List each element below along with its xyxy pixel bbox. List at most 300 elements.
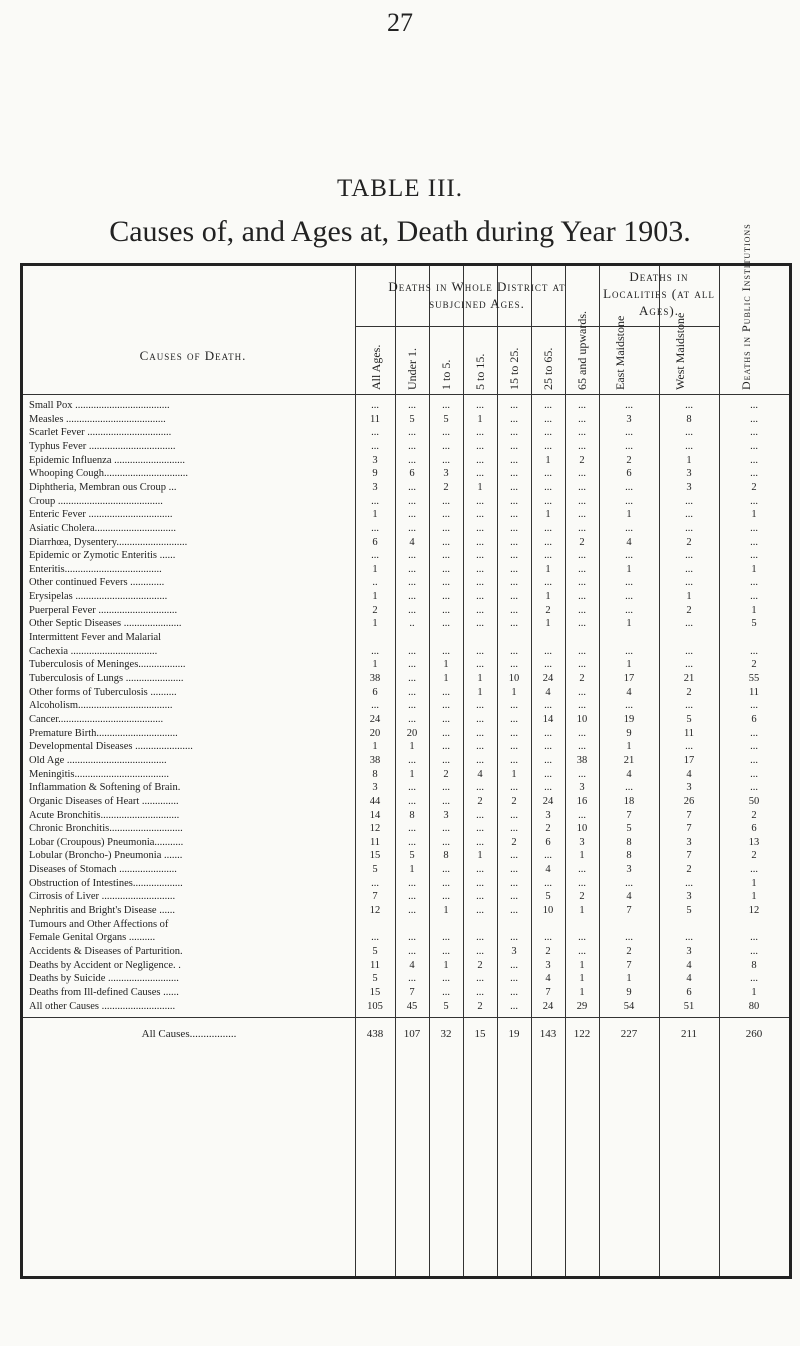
cell-value: ... xyxy=(750,495,758,507)
cell-value: 7 xyxy=(626,959,632,971)
cause-label: Deaths from Ill-defined Causes ...... xyxy=(29,986,179,998)
cell-value: ... xyxy=(544,782,552,794)
cell-value: ... xyxy=(578,809,586,821)
cell-value: 1 xyxy=(409,741,415,753)
cell-value: ... xyxy=(510,522,518,534)
table-row xyxy=(23,577,789,588)
cell-value: 13 xyxy=(748,836,760,848)
cell-value: 3 xyxy=(372,481,378,493)
cell-value: 1 xyxy=(409,768,415,780)
cell-value: ... xyxy=(750,754,758,766)
cell-value: ... xyxy=(625,782,633,794)
cell-value: ... xyxy=(476,946,484,957)
cause-label: All other Causes ............................ xyxy=(29,1000,176,1012)
cause-label: Developmental Diseases ...................... xyxy=(29,741,193,753)
cell-value: 2 xyxy=(545,946,551,957)
cell-value: ... xyxy=(476,618,484,630)
cause-label: Croup ........................................ xyxy=(29,495,163,507)
cell-value: ... xyxy=(578,604,586,616)
cell-value: ... xyxy=(476,741,484,753)
cell-value: ... xyxy=(625,427,633,439)
cell-value: ... xyxy=(510,536,518,548)
cell-value: ... xyxy=(510,413,518,425)
cell-value: ... xyxy=(476,754,484,766)
total-value: 15 xyxy=(474,1028,486,1040)
cell-value: ... xyxy=(510,864,518,876)
cell-value: 2 xyxy=(751,659,757,671)
cell-value: ... xyxy=(476,891,484,903)
cell-value: ... xyxy=(408,686,416,698)
cell-value: 1 xyxy=(372,618,378,630)
cell-value: ... xyxy=(625,400,633,411)
cell-value: 3 xyxy=(686,836,692,848)
cell-value: 1 xyxy=(477,850,483,862)
cell-value: 10 xyxy=(508,673,520,684)
cause-label: Tuberculosis of Lungs ...................... xyxy=(29,673,184,684)
cell-value: ... xyxy=(510,850,518,862)
cell-value: ... xyxy=(578,645,586,657)
total-value: 32 xyxy=(440,1028,452,1040)
cell-value: ... xyxy=(476,468,484,480)
cause-label: Diphtheria, Membran ous Croup ... xyxy=(29,481,177,493)
cell-value: ... xyxy=(544,754,552,766)
cell-value: 1 xyxy=(477,413,483,425)
cell-value: ... xyxy=(476,727,484,739)
cell-value: ... xyxy=(510,618,518,630)
cause-label: Inflammation & Softening of Brain. xyxy=(29,782,181,794)
cell-value: ... xyxy=(685,659,693,671)
cell-value: 10 xyxy=(576,713,588,725)
cell-value: 1 xyxy=(372,659,378,671)
cell-value: 1 xyxy=(409,864,415,876)
cell-value: ... xyxy=(510,809,518,821)
cell-value: 3 xyxy=(626,864,632,876)
cell-value: 6 xyxy=(372,536,378,548)
cell-value: 24 xyxy=(369,713,381,725)
cause-label: Acute Bronchitis.............................. xyxy=(29,809,180,821)
causes-header: Causes of Death. xyxy=(139,348,247,363)
cell-value: ... xyxy=(442,782,450,794)
cause-label: Chronic Bronchitis............................ xyxy=(29,823,183,835)
cell-value: 5 xyxy=(443,413,449,425)
table-row xyxy=(23,932,789,943)
cell-value: ... xyxy=(750,536,758,548)
cell-value: ... xyxy=(510,905,518,917)
cause-label: Premature Birth............................... xyxy=(29,727,178,739)
cause-label: Typhus Fever ................................. xyxy=(29,440,176,452)
cell-value: ... xyxy=(442,591,450,603)
cause-label: Diarrhœa, Dysentery........................... xyxy=(29,536,188,548)
table-row xyxy=(23,632,789,643)
cell-value: ... xyxy=(442,427,450,439)
cell-value: ... xyxy=(544,645,552,657)
cell-value: 1 xyxy=(626,741,632,753)
cell-value: 4 xyxy=(686,959,692,971)
cell-value: ... xyxy=(625,577,633,589)
cell-value: ... xyxy=(750,522,758,534)
cell-value: 1 xyxy=(751,563,757,575)
cell-value: 2 xyxy=(751,809,757,821)
cell-value: 2 xyxy=(686,686,692,698)
cell-value: 14 xyxy=(369,809,381,821)
cell-value: ... xyxy=(476,440,484,452)
cell-value: ... xyxy=(442,700,450,712)
cell-value: ... xyxy=(578,877,586,889)
cell-value: 6 xyxy=(686,986,692,998)
cell-value: 80 xyxy=(748,1000,760,1012)
cell-value: ... xyxy=(544,413,552,425)
cell-value: ... xyxy=(544,495,552,507)
cell-value: 8 xyxy=(372,768,378,780)
cell-value: ... xyxy=(510,727,518,739)
cell-value: 10 xyxy=(542,905,554,917)
cell-value: ... xyxy=(578,413,586,425)
cell-value: 14 xyxy=(542,713,554,725)
total-value: 227 xyxy=(620,1028,638,1040)
cell-value: ... xyxy=(408,795,416,807)
cell-value: 7 xyxy=(409,986,415,998)
cell-value: 1 xyxy=(545,591,551,603)
cell-value: 1 xyxy=(372,591,378,603)
cell-value: 10 xyxy=(576,823,588,835)
table-row xyxy=(23,891,789,902)
cause-label: Scarlet Fever ................................ xyxy=(29,427,172,439)
cell-value: ... xyxy=(408,891,416,903)
cell-value: ... xyxy=(476,536,484,548)
table-row xyxy=(23,728,789,739)
cell-value: ... xyxy=(408,440,416,452)
table-row xyxy=(23,796,789,807)
cell-value: ... xyxy=(442,836,450,848)
cell-value: ... xyxy=(408,495,416,507)
cell-value: ... xyxy=(510,700,518,712)
cell-value: 7 xyxy=(686,823,692,835)
cell-value: ... xyxy=(578,427,586,439)
cause-label: Erysipelas ................................... xyxy=(29,591,168,603)
cell-value: ... xyxy=(408,454,416,466)
cell-value: ... xyxy=(442,454,450,466)
cell-value: ... xyxy=(408,700,416,712)
cell-value: 1 xyxy=(626,973,632,985)
cell-value: ... xyxy=(544,536,552,548)
cell-value: ... xyxy=(408,522,416,534)
cell-value: ... xyxy=(578,932,586,944)
cell-value: ... xyxy=(544,727,552,739)
cause-label: Measles ...................................... xyxy=(29,413,166,425)
cause-label: Female Genital Organs .......... xyxy=(29,932,156,944)
cell-value: ... xyxy=(510,427,518,439)
cell-value: ... xyxy=(476,509,484,521)
cell-value: 1 xyxy=(751,509,757,521)
cell-value: 1 xyxy=(579,905,585,917)
cell-value: 11 xyxy=(369,836,381,848)
cell-value: ... xyxy=(510,591,518,603)
cell-value: ... xyxy=(476,809,484,821)
cell-value: ... xyxy=(408,713,416,725)
cell-value: 4 xyxy=(409,536,415,548)
page-number: 27 xyxy=(387,8,413,37)
col-65-upwards: 65 and upwards. xyxy=(575,311,589,390)
cell-value: 4 xyxy=(545,864,551,876)
cell-value: ... xyxy=(750,427,758,439)
cell-value: ... xyxy=(685,645,693,657)
cell-value: ... xyxy=(625,877,633,889)
cell-value: ... xyxy=(510,481,518,493)
cell-value: 2 xyxy=(686,536,692,548)
cell-value: 1 xyxy=(545,618,551,630)
cell-value: ... xyxy=(476,782,484,794)
cell-value: ... xyxy=(750,591,758,603)
cell-value: ... xyxy=(750,700,758,712)
totals-divider xyxy=(23,1017,789,1018)
cell-value: ... xyxy=(371,645,379,657)
cell-value: ... xyxy=(476,563,484,575)
cell-value: 1 xyxy=(545,563,551,575)
cell-value: ... xyxy=(510,932,518,944)
cell-value: ... xyxy=(578,481,586,493)
cell-value: ... xyxy=(510,563,518,575)
cell-value: 19 xyxy=(623,713,635,725)
cell-value: 18 xyxy=(623,795,635,807)
cell-value: 24 xyxy=(542,1000,554,1012)
cell-value: 7 xyxy=(372,891,378,903)
table-row xyxy=(23,482,789,493)
table-row xyxy=(23,973,789,984)
cause-label: Deaths by Suicide ........................... xyxy=(29,973,179,985)
table-row xyxy=(23,455,789,466)
cell-value: ... xyxy=(750,577,758,589)
cell-value: ... xyxy=(578,768,586,780)
cell-value: 3 xyxy=(686,468,692,480)
cell-value: 20 xyxy=(406,727,418,739)
table-row xyxy=(23,850,789,861)
cell-value: ... xyxy=(685,427,693,439)
cell-value: ... xyxy=(371,700,379,712)
cell-value: 1 xyxy=(626,659,632,671)
cell-value: ... xyxy=(371,522,379,534)
cell-value: 16 xyxy=(576,795,588,807)
cell-value: ... xyxy=(408,659,416,671)
cell-value: 2 xyxy=(372,604,378,616)
cell-value: ... xyxy=(578,563,586,575)
cell-value: ... xyxy=(476,700,484,712)
table-row xyxy=(23,414,789,425)
cell-value: ... xyxy=(578,509,586,521)
table-row xyxy=(23,769,789,780)
cause-label: Meningitis.................................... xyxy=(29,768,170,780)
cell-value: ... xyxy=(625,495,633,507)
cell-value: ... xyxy=(750,645,758,657)
whole-district-header: Deaths in Whole District at subjcined Ages. xyxy=(388,279,566,311)
cell-value: ... xyxy=(510,550,518,562)
cell-value: 3 xyxy=(686,946,692,957)
cell-value: ... xyxy=(442,891,450,903)
cell-value: 6 xyxy=(751,713,757,725)
cell-value: ... xyxy=(685,440,693,452)
total-value: 107 xyxy=(403,1028,421,1040)
cause-label: Cancer........................................ xyxy=(29,713,164,725)
cell-value: ... xyxy=(371,495,379,507)
table-row xyxy=(23,905,789,916)
cause-label: Epidemic or Zymotic Enteritis ...... xyxy=(29,550,176,562)
cell-value: 1 xyxy=(626,618,632,630)
cell-value: 1 xyxy=(545,454,551,466)
cell-value: 3 xyxy=(579,782,585,794)
cell-value: ... xyxy=(371,427,379,439)
cell-value: 5 xyxy=(372,973,378,985)
cell-value: ... xyxy=(442,946,450,957)
table-row xyxy=(23,946,789,957)
cell-value: ... xyxy=(578,440,586,452)
cell-value: ... xyxy=(408,591,416,603)
cell-value: ... xyxy=(578,495,586,507)
cell-value: ... xyxy=(625,591,633,603)
cause-label: Diseases of Stomach ...................... xyxy=(29,864,177,876)
cell-value: ... xyxy=(442,727,450,739)
cell-value: 8 xyxy=(686,413,692,425)
cell-value: ... xyxy=(476,495,484,507)
cause-label: Intermittent Fever and Malarial xyxy=(29,632,162,644)
cell-value: 1 xyxy=(511,686,517,698)
cell-value: 12 xyxy=(369,823,381,835)
cell-value: ... xyxy=(408,932,416,944)
cell-value: 1 xyxy=(751,604,757,616)
cell-value: ... xyxy=(476,823,484,835)
cell-value: ... xyxy=(578,618,586,630)
cell-value: 4 xyxy=(477,768,483,780)
cell-value: ... xyxy=(476,973,484,985)
cell-value: ... xyxy=(625,700,633,712)
cell-value: ... xyxy=(442,577,450,589)
cell-value: 1 xyxy=(443,673,449,684)
cell-value: ... xyxy=(408,563,416,575)
cell-value: 15 xyxy=(369,850,381,862)
header-divider xyxy=(355,326,719,327)
cell-value: 11 xyxy=(369,413,381,425)
cell-value: 11 xyxy=(748,686,760,698)
cell-value: 8 xyxy=(626,836,632,848)
total-value: 19 xyxy=(508,1028,520,1040)
cell-value: ... xyxy=(750,864,758,876)
cause-label: Deaths by Accident or Negligence. . xyxy=(29,959,181,971)
cell-value: 11 xyxy=(369,959,381,971)
cell-value: ... xyxy=(510,468,518,480)
header-divider xyxy=(23,394,789,395)
cell-value: ... xyxy=(544,522,552,534)
cell-value: ... xyxy=(544,577,552,589)
table-title: TABLE III. xyxy=(336,175,463,202)
table-row xyxy=(23,987,789,998)
cell-value: ... xyxy=(476,591,484,603)
cell-value: 3 xyxy=(511,946,517,957)
cell-value: ... xyxy=(685,550,693,562)
cell-value: 38 xyxy=(369,673,381,684)
col-1-to-5: 1 to 5. xyxy=(439,359,453,390)
cell-value: ... xyxy=(544,400,552,411)
cell-value: 4 xyxy=(545,973,551,985)
cell-value: 45 xyxy=(406,1000,418,1012)
cell-value: ... xyxy=(510,645,518,657)
cell-value: ... xyxy=(476,905,484,917)
cell-value: 5 xyxy=(686,713,692,725)
cell-value: 3 xyxy=(626,413,632,425)
cell-value: 12 xyxy=(369,905,381,917)
cell-value: ... xyxy=(750,973,758,985)
cell-value: .. xyxy=(372,577,378,589)
cell-value: ... xyxy=(408,946,416,957)
table-row xyxy=(23,427,789,438)
cell-value: 4 xyxy=(626,536,632,548)
cell-value: 6 xyxy=(626,468,632,480)
table-row xyxy=(23,755,789,766)
cell-value: ... xyxy=(578,686,586,698)
cell-value: ... xyxy=(442,536,450,548)
cell-value: 7 xyxy=(545,986,551,998)
cell-value: ... xyxy=(476,932,484,944)
cell-value: ... xyxy=(685,700,693,712)
cell-value: ... xyxy=(578,864,586,876)
cause-label: Old Age ...................................... xyxy=(29,754,167,766)
cell-value: ... xyxy=(442,877,450,889)
cell-value: 21 xyxy=(683,673,695,684)
cell-value: ... xyxy=(544,440,552,452)
table-row xyxy=(23,837,789,848)
cell-value: 5 xyxy=(545,891,551,903)
cell-value: 2 xyxy=(579,536,585,548)
cell-value: 29 xyxy=(576,1000,588,1012)
cell-value: ... xyxy=(685,495,693,507)
cell-value: ... xyxy=(408,427,416,439)
cell-value: 4 xyxy=(686,768,692,780)
cell-value: 11 xyxy=(683,727,695,739)
cell-value: ... xyxy=(685,877,693,889)
cell-value: ... xyxy=(510,659,518,671)
cell-value: 7 xyxy=(626,809,632,821)
cell-value: 5 xyxy=(372,946,378,957)
cell-value: ... xyxy=(476,877,484,889)
cell-value: 44 xyxy=(369,795,381,807)
cell-value: 2 xyxy=(686,604,692,616)
total-value: 211 xyxy=(680,1028,698,1040)
cell-value: ... xyxy=(685,400,693,411)
cell-value: ... xyxy=(544,700,552,712)
cell-value: ... xyxy=(578,946,586,957)
cell-value: 1 xyxy=(477,686,483,698)
cell-value: 105 xyxy=(367,1000,383,1012)
cause-label: Other Septic Diseases ...................... xyxy=(29,618,182,630)
table-row xyxy=(23,550,789,561)
cell-value: 2 xyxy=(477,795,483,807)
cell-value: 4 xyxy=(409,959,415,971)
cell-value: ... xyxy=(442,522,450,534)
total-value: 143 xyxy=(539,1028,557,1040)
table-row xyxy=(23,468,789,479)
cell-value: 38 xyxy=(369,754,381,766)
cell-value: ... xyxy=(442,686,450,698)
cell-value: ... xyxy=(510,400,518,411)
table-row xyxy=(23,741,789,752)
cell-value: 17 xyxy=(623,673,635,684)
cell-value: 20 xyxy=(369,727,381,739)
cell-value: 9 xyxy=(626,986,632,998)
cell-value: ... xyxy=(408,604,416,616)
cell-value: ... xyxy=(408,550,416,562)
cell-value: ... xyxy=(371,877,379,889)
cell-value: 8 xyxy=(443,850,449,862)
cell-value: ... xyxy=(578,659,586,671)
totals-label: All Causes................. xyxy=(141,1028,237,1040)
cell-value: 3 xyxy=(686,891,692,903)
